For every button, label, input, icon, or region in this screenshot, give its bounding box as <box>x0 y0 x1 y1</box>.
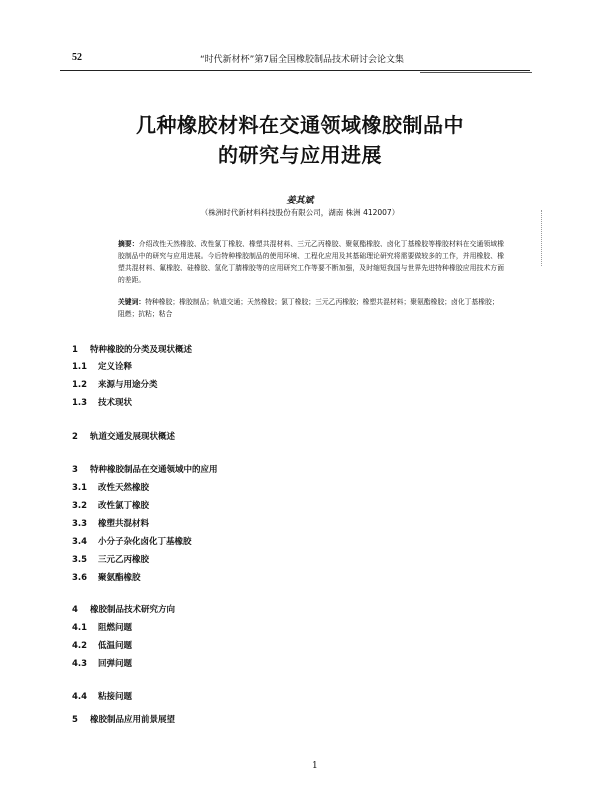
heading-label: 轨道交通发展现状概述 <box>90 432 176 442</box>
subsection-heading <box>72 517 149 531</box>
heading-number: 3.2 <box>72 501 88 511</box>
heading-number: 3.6 <box>72 573 88 583</box>
heading-number: 4.4 <box>72 692 88 702</box>
keywords-text: 特种橡胶；橡胶制品；轨道交通；天然橡胶；氯丁橡胶；三元乙丙橡胶；橡塑共混材料；聚氨酯橡胶；卤化丁基橡胶；阻燃；抗粘；粘合 <box>118 298 499 318</box>
abstract-label: 摘要： <box>118 240 139 248</box>
heading-number: 4 <box>72 605 78 615</box>
abstract-text: 介绍改性天然橡胶、改性氯丁橡胶、橡塑共混材料、三元乙丙橡胶、聚氨酯橡胶、卤化丁基橡胶等橡胶材料在交通领域橡胶制品中的研究与应用进展。今后特种橡胶制品的使用环境、工程化应用及其基础理论研究将需要做较多的工作，并用橡胶、橡塑共混材料、氟橡胶、硅橡胶、氢化丁腈橡胶等的应用研究工作等要不断加强，及时缩短我国与世界先进特种橡胶应用技术方面的差距。 <box>118 240 505 284</box>
heading-number: 4.2 <box>72 641 88 651</box>
keywords <box>118 296 504 320</box>
heading-number: 1 <box>72 345 78 355</box>
subsection-heading <box>72 639 132 653</box>
heading-number: 1.1 <box>72 362 88 372</box>
heading-number: 4.1 <box>72 623 88 633</box>
subsection-heading <box>72 657 132 671</box>
subsection-heading <box>72 499 149 513</box>
subsection-heading <box>72 396 132 410</box>
heading-label: 橡胶制品技术研究方向 <box>90 605 176 615</box>
subsection-heading <box>72 571 141 585</box>
scan-edge-mark <box>541 210 543 266</box>
author-affiliation: （株洲时代新材料科技股份有限公司，湖南 株洲 412007） <box>200 208 400 217</box>
subsection-heading <box>72 535 192 549</box>
heading-label: 低温问题 <box>98 641 133 651</box>
heading-number: 3.5 <box>72 555 88 565</box>
abstract <box>118 238 504 286</box>
subsection-heading <box>72 553 149 567</box>
subsection-heading <box>72 621 132 635</box>
heading-number: 1.2 <box>72 380 88 390</box>
keywords-label: 关键词： <box>118 298 146 306</box>
heading-label: 粘接问题 <box>98 692 133 702</box>
paper-title <box>60 110 540 170</box>
section-heading <box>72 463 218 477</box>
section-heading <box>72 603 175 617</box>
heading-label: 三元乙丙橡胶 <box>98 555 150 565</box>
heading-label: 来源与用途分类 <box>98 380 158 390</box>
section-heading <box>72 343 192 357</box>
header-rule <box>60 70 530 71</box>
page-number: 52 <box>72 52 82 63</box>
section-heading <box>72 430 175 444</box>
title-line-1: 几种橡胶材料在交通领域橡胶制品中 <box>136 113 464 137</box>
heading-label: 定义诠释 <box>98 362 133 372</box>
footer-page-mark: 1 <box>312 761 318 771</box>
heading-label: 聚氨酯橡胶 <box>98 573 141 583</box>
subsection-heading <box>72 378 158 392</box>
heading-number: 2 <box>72 432 78 442</box>
heading-label: 回弹问题 <box>98 659 133 669</box>
running-header <box>60 52 530 70</box>
heading-label: 特种橡胶的分类及现状概述 <box>90 345 193 355</box>
heading-label: 阻燃问题 <box>98 623 133 633</box>
header-rule-secondary <box>420 72 532 73</box>
subsection-heading <box>72 481 149 495</box>
heading-number: 4.3 <box>72 659 88 669</box>
author-name: 姜其斌 <box>286 196 314 206</box>
heading-label: 橡胶制品应用前景展望 <box>90 715 176 725</box>
heading-label: 特种橡胶制品在交通领域中的应用 <box>90 465 218 475</box>
subsection-heading <box>72 690 132 704</box>
section-heading <box>72 713 175 727</box>
heading-number: 3.4 <box>72 537 88 547</box>
heading-label: 橡塑共混材料 <box>98 519 150 529</box>
subsection-heading <box>72 360 132 374</box>
journal-title: “时代新材杯”第7届全国橡胶制品技术研讨会论文集 <box>200 55 405 65</box>
heading-number: 3 <box>72 465 78 475</box>
heading-number: 1.3 <box>72 398 88 408</box>
heading-number: 3.1 <box>72 483 88 493</box>
title-line-2: 的研究与应用进展 <box>218 143 382 167</box>
heading-label: 改性氯丁橡胶 <box>98 501 150 511</box>
heading-label: 改性天然橡胶 <box>98 483 150 493</box>
heading-label: 技术现状 <box>98 398 133 408</box>
heading-number: 3.3 <box>72 519 88 529</box>
heading-label: 小分子杂化卤化丁基橡胶 <box>98 537 192 547</box>
heading-number: 5 <box>72 715 78 725</box>
